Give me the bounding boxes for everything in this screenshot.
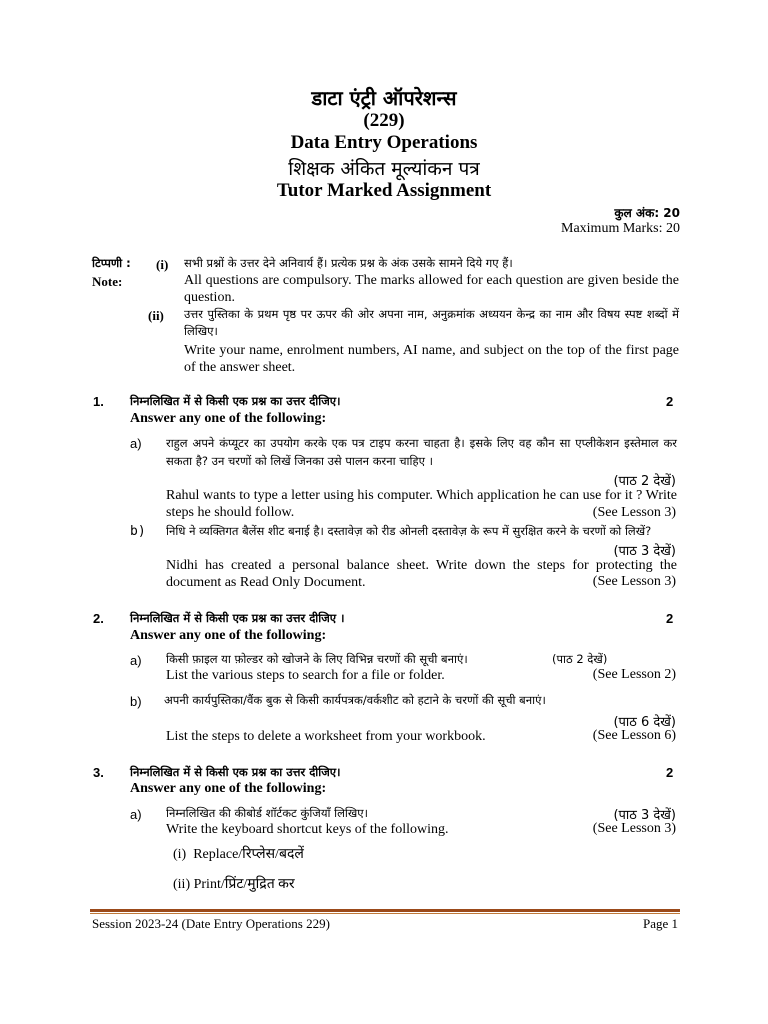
question-1b-lesson-hindi: (पाठ 3 देखें) <box>613 544 676 559</box>
subject-code: (229) <box>363 110 405 131</box>
note-item-2-hindi: उत्तर पुस्तिका के प्रथम पृष्ठ पर ऊपर की ओर अपना नाम, अनुक्रमांक अध्ययन केन्द्र का नाम और विषय स्पष्ट शब्दों में लिखिए। <box>184 307 679 338</box>
question-1-number: 1. <box>93 394 104 409</box>
question-2b-lesson-hindi: (पाठ 6 देखें) <box>613 715 676 730</box>
footer-page-number: Page 1 <box>642 916 678 931</box>
question-2-marks: 2 <box>666 611 674 626</box>
question-3-instruction-english: Answer any one of the following: <box>130 781 327 796</box>
note-item-2-number: (ii) <box>148 308 164 323</box>
question-2b-label: b) <box>130 694 142 709</box>
question-2a-lesson-english: (See Lesson 2) <box>592 667 676 682</box>
question-1-instruction-hindi: निम्नलिखित में से किसी एक प्रश्न का उत्तर दीजिए। <box>130 394 341 408</box>
question-3-number: 3. <box>93 765 104 780</box>
note-item-1-hindi: सभी प्रश्नों के उत्तर देने अनिवार्य हैं। प्रत्येक प्रश्न के अंक उसके सामने दिये गए हैं। <box>184 256 513 270</box>
question-1b-label: b) <box>130 524 146 539</box>
question-2b-english: List the steps to delete a worksheet from your workbook. <box>166 729 486 744</box>
note-item-1-number: (i) <box>156 257 169 272</box>
question-3a-english: Write the keyboard shortcut keys of the following. <box>166 822 449 837</box>
title-english: Data Entry Operations <box>290 132 478 153</box>
question-1a-hindi: राहुल अपने कंप्यूटर का उपयोग करके एक पत्र टाइप करना चाहता है। इसके लिए वह कौन सा एप्लीकेशन इस्तेमाल कर सकता है? उन चरणों को लिखें जिनका उसे पालन करना चाहिए । <box>166 436 677 468</box>
question-1-marks: 2 <box>666 394 674 409</box>
question-2b-lesson-english: (See Lesson 6) <box>592 728 676 743</box>
question-1a-label: a) <box>130 436 142 451</box>
title-hindi: डाटा एंट्री ऑपरेशन्स <box>311 86 457 110</box>
question-3a-item-1: (i) Replace/रिप्लेस/बदलें <box>173 847 304 862</box>
question-3-instruction-hindi: निम्नलिखित में से किसी एक प्रश्न का उत्तर दीजिए। <box>130 765 341 779</box>
footer-session: Session 2023-24 (Date Entry Operations 229) <box>92 916 330 931</box>
question-3a-lesson-hindi: (पाठ 3 देखें) <box>613 808 676 823</box>
question-2a-hindi: किसी फ़ाइल या फ़ोल्डर को खोजने के लिए विभिन्न चरणों की सूची बनाएं। <box>166 652 468 666</box>
footer-rule-thin <box>90 913 680 914</box>
question-2a-label: a) <box>130 653 142 668</box>
note-label-hindi: टिप्पणी : <box>92 256 131 270</box>
question-1-instruction-english: Answer any one of the following: <box>130 411 327 426</box>
question-1b-lesson-english: (See Lesson 3) <box>592 574 676 589</box>
max-marks-english: Maximum Marks: 20 <box>561 221 680 236</box>
question-2a-lesson-hindi: (पाठ 2 देखें) <box>552 652 608 666</box>
question-2b-hindi: अपनी कार्यपुस्तिका/वैंक बुक से किसी कार्यपत्रक/वर्कशीट को हटाने के चरणों की सूची बनाएं। <box>164 693 546 707</box>
footer-rule <box>90 909 680 912</box>
question-2-instruction-english: Answer any one of the following: <box>130 628 327 643</box>
question-3-marks: 2 <box>666 765 674 780</box>
note-item-1-english: All questions are compulsory. The marks allowed for each question are given beside the question. <box>184 273 679 305</box>
question-3a-lesson-english: (See Lesson 3) <box>592 821 676 836</box>
question-3a-hindi: निम्नलिखित की कीबोर्ड शॉर्टकट कुंजियाँ लिखिए। <box>166 806 369 820</box>
question-1b-hindi: निधि ने व्यक्तिगत बैलेंस शीट बनाई है। दस्तावेज़ को रीड ओनली दस्तावेज़ के रूप में सुरक्षित करने के चरणों को लिखें? <box>166 524 652 538</box>
question-2-number: 2. <box>93 611 104 626</box>
note-item-2-english: Write your name, enrolment numbers, AI name, and subject on the top of the first page of the answer sheet. <box>184 343 679 375</box>
question-1a-lesson-hindi: (पाठ 2 देखें) <box>613 474 676 489</box>
question-1a-lesson-english: (See Lesson 3) <box>592 505 676 520</box>
subtitle-english: Tutor Marked Assignment <box>276 180 492 201</box>
note-label-english: Note: <box>92 274 123 289</box>
max-marks-hindi: कुल अंक: 20 <box>614 206 680 220</box>
question-2a-english: List the various steps to search for a file or folder. <box>166 668 445 683</box>
question-1a-english: Rahul wants to type a letter using his computer. Which application he can use for it ? Write steps he should follow. <box>166 488 677 520</box>
subtitle-hindi: शिक्षक अंकित मूल्यांकन पत्र <box>288 158 480 180</box>
question-3a-item-2: (ii) Print/प्रिंट/मुद्रित कर <box>173 877 295 892</box>
question-3a-label: a) <box>130 807 142 822</box>
question-2-instruction-hindi: निम्नलिखित में से किसी एक प्रश्न का उत्तर दीजिए । <box>130 611 345 625</box>
question-1b-english: Nidhi has created a personal balance sheet. Write down the steps for protecting the document as Read Only Document. <box>166 558 677 590</box>
